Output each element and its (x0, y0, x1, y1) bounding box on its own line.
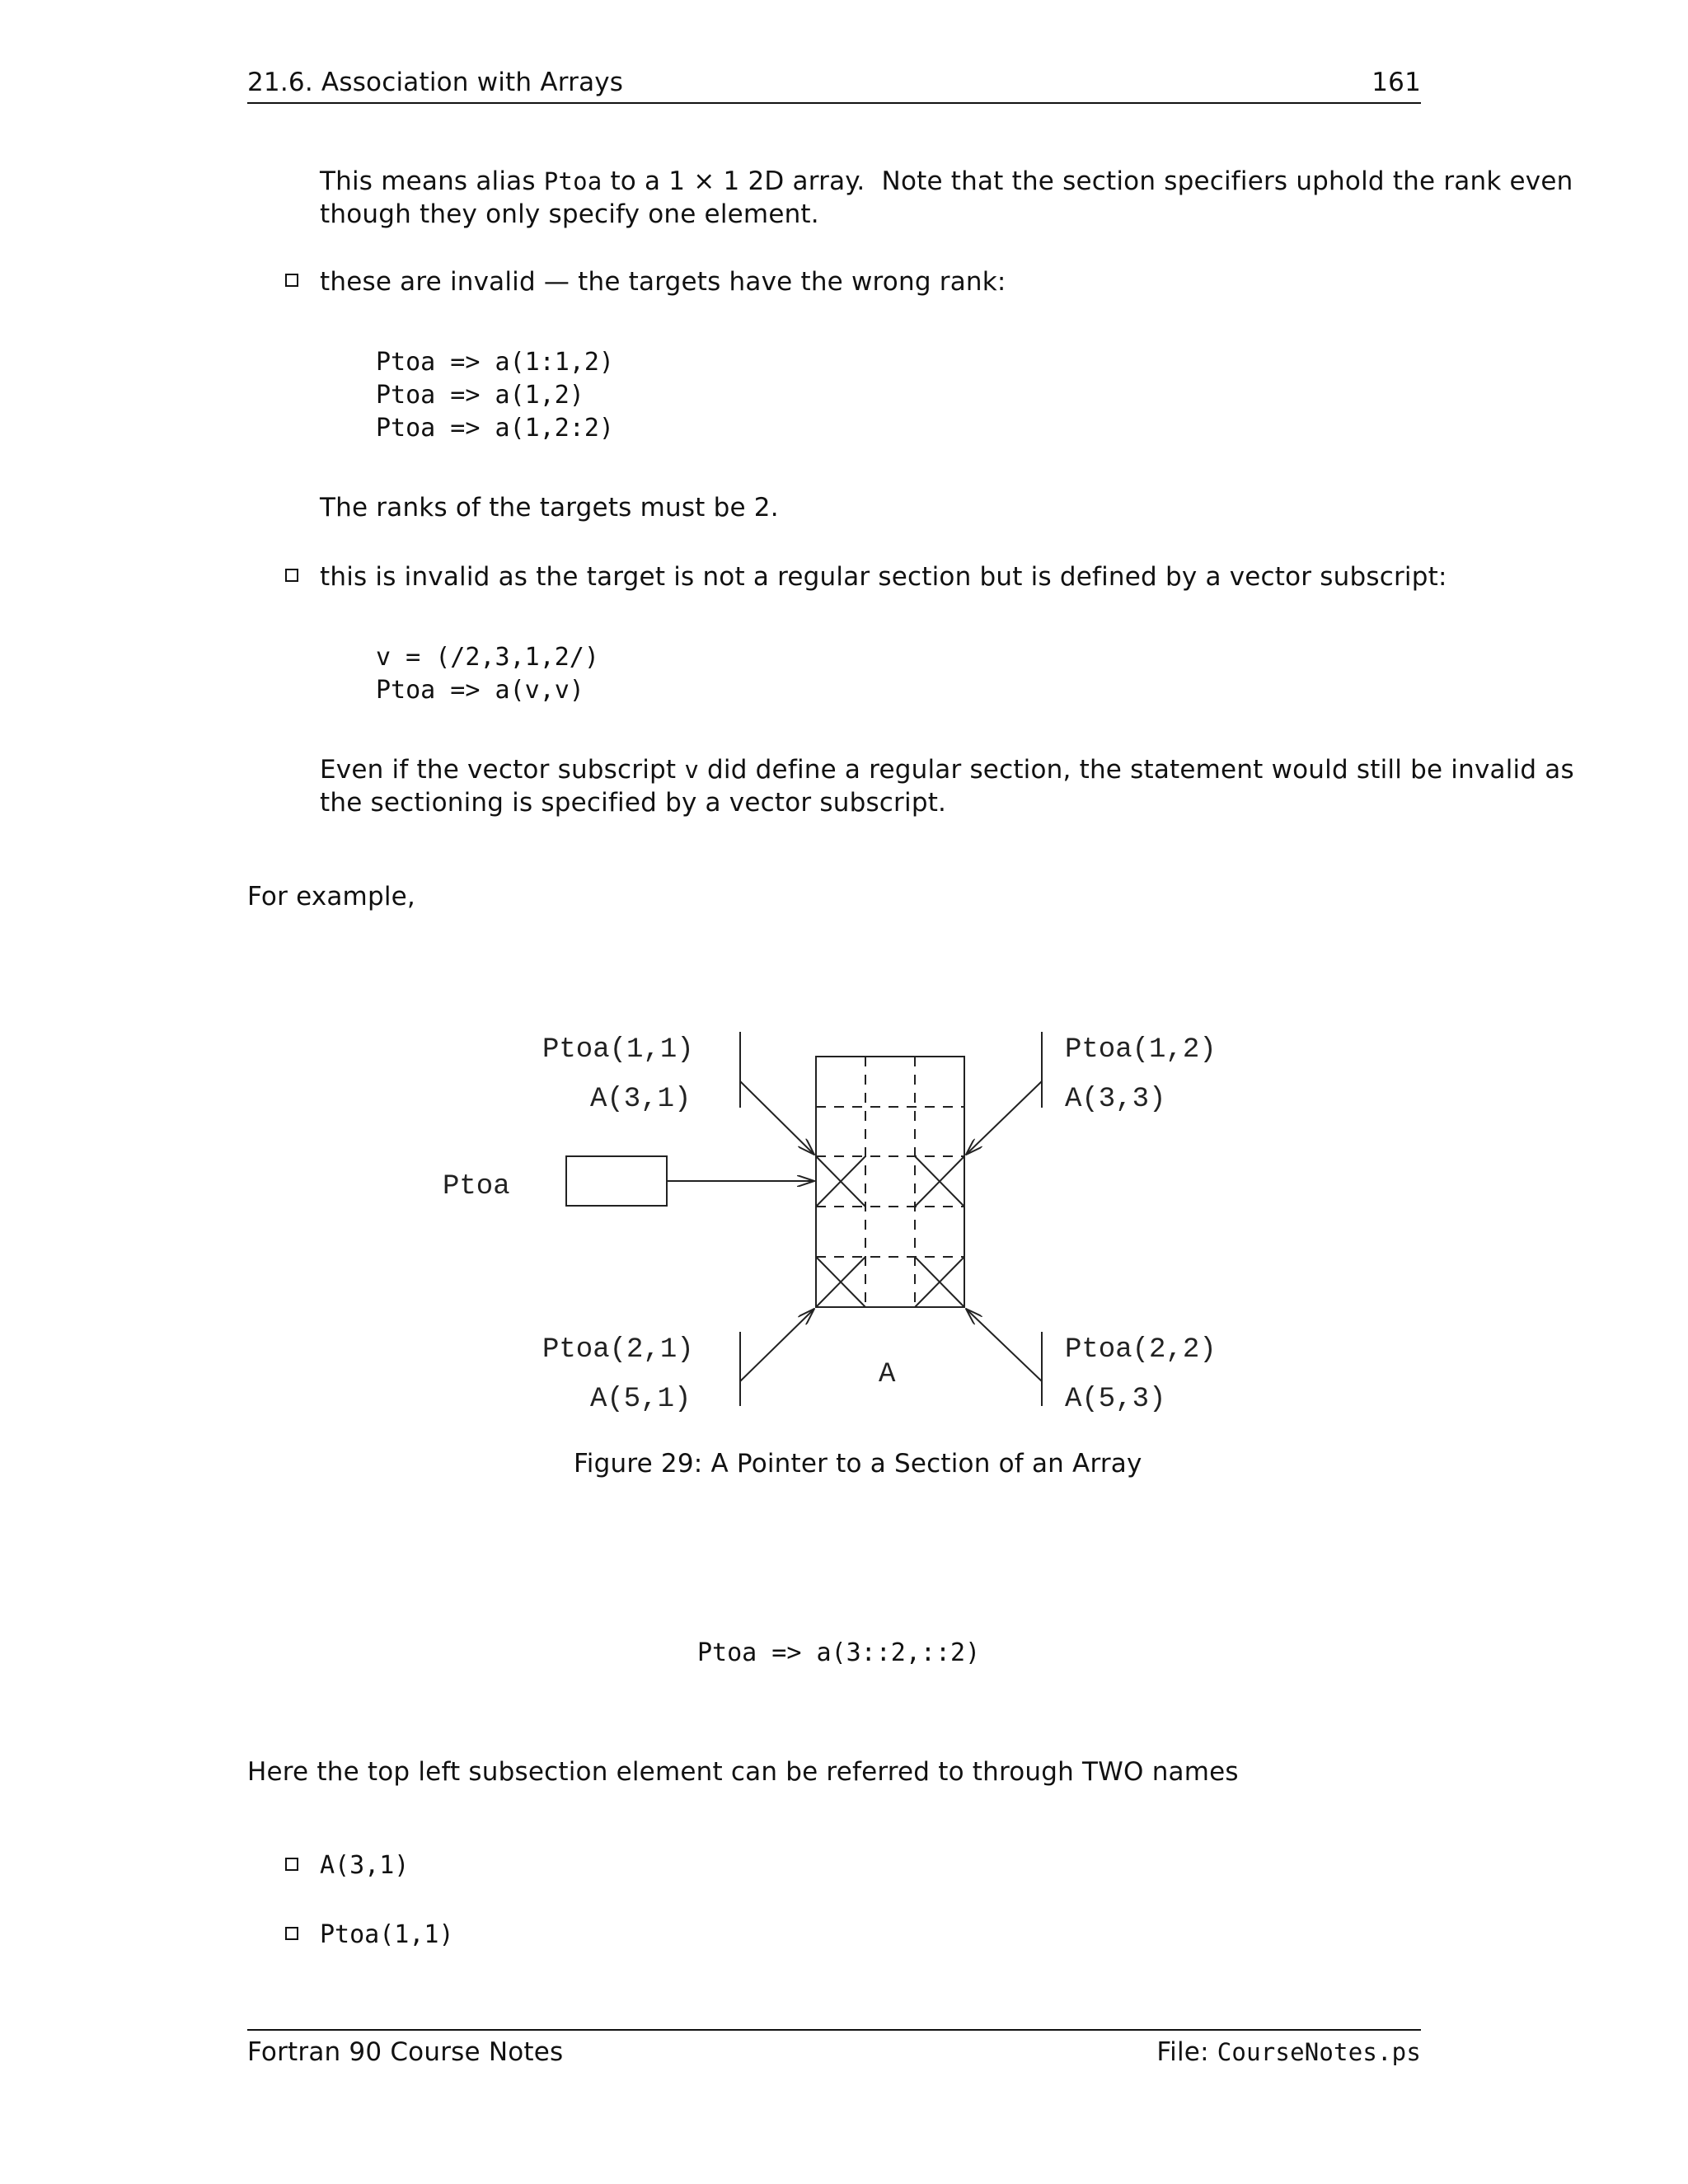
bullet-box-icon (285, 1927, 298, 1940)
figure-caption: Figure 29: A Pointer to a Section of an Array (574, 1449, 1142, 1479)
label-a-5-3: A(5,3) (1065, 1384, 1166, 1415)
intro-line-1: This means alias Ptoa to a 1 × 1 2D array. Note that the section specifiers uphold the rank even (320, 166, 1573, 196)
footer-right: File: CourseNotes.ps (1156, 2037, 1421, 2067)
intro-line-2: though they only specify one element. (320, 199, 819, 229)
array-a-grid (816, 1057, 964, 1307)
label-a-5-1: A(5,1) (590, 1384, 692, 1415)
code-line: v = (/2,3,1,2/) (376, 643, 599, 672)
label-ptoa-2-2: Ptoa(2,2) (1065, 1334, 1217, 1366)
label-ptoa-1-2: Ptoa(1,2) (1065, 1034, 1217, 1066)
footer-left: Fortran 90 Course Notes (247, 2037, 564, 2067)
label-a-3-1: A(3,1) (590, 1084, 692, 1115)
bullet-2-note-line-2: the sectioning is specified by a vector subscript. (320, 788, 947, 818)
bullet-2-code (376, 641, 599, 707)
bullet-2-text: this is invalid as the target is not a regular section but is defined by a vector subscript: (320, 562, 1447, 592)
bullet-box-icon (285, 274, 298, 287)
name-item-ptoa11: Ptoa(1,1) (320, 1920, 454, 1949)
footer-rule (247, 2029, 1421, 2031)
explanation-text: Here the top left subsection element can be referred to through TWO names (247, 1757, 1239, 1787)
label-a-3-3: A(3,3) (1065, 1084, 1166, 1115)
label-array-a: A (879, 1359, 896, 1390)
crossed-section-cells (816, 1156, 964, 1307)
code-line: Ptoa => a(1,2) (376, 381, 584, 410)
bullet-1-note: The ranks of the targets must be 2. (320, 493, 779, 523)
label-leader-lines (740, 1032, 1042, 1406)
label-ptoa-1-1: Ptoa(1,1) (542, 1034, 694, 1066)
label-ptoa-2-1: Ptoa(2,1) (542, 1334, 694, 1366)
bullet-2-note-line-1: Even if the vector subscript v did define a regular section, the statement would still be invalid as (320, 755, 1574, 785)
header-rule (247, 102, 1421, 104)
page-number: 161 (1372, 68, 1421, 97)
running-header-title: 21.6. Association with Arrays (247, 68, 624, 97)
label-ptoa: Ptoa (443, 1171, 510, 1202)
code-line: Ptoa => a(1:1,2) (376, 348, 614, 377)
name-item-a31: A(3,1) (320, 1851, 410, 1880)
bullet-1-code (376, 346, 614, 445)
for-example-text: For example, (247, 882, 415, 912)
bullet-box-icon (285, 569, 298, 582)
bullet-1-text: these are invalid — the targets have the wrong rank: (320, 267, 1006, 297)
array-a-outline (816, 1057, 964, 1307)
bullet-box-icon (285, 1858, 298, 1871)
code-line: Ptoa => a(v,v) (376, 676, 584, 705)
code-line: Ptoa => a(1,2:2) (376, 414, 614, 443)
section-statement-code: Ptoa => a(3::2,::2) (697, 1638, 981, 1667)
ptoa-pointer-box (566, 1156, 667, 1206)
